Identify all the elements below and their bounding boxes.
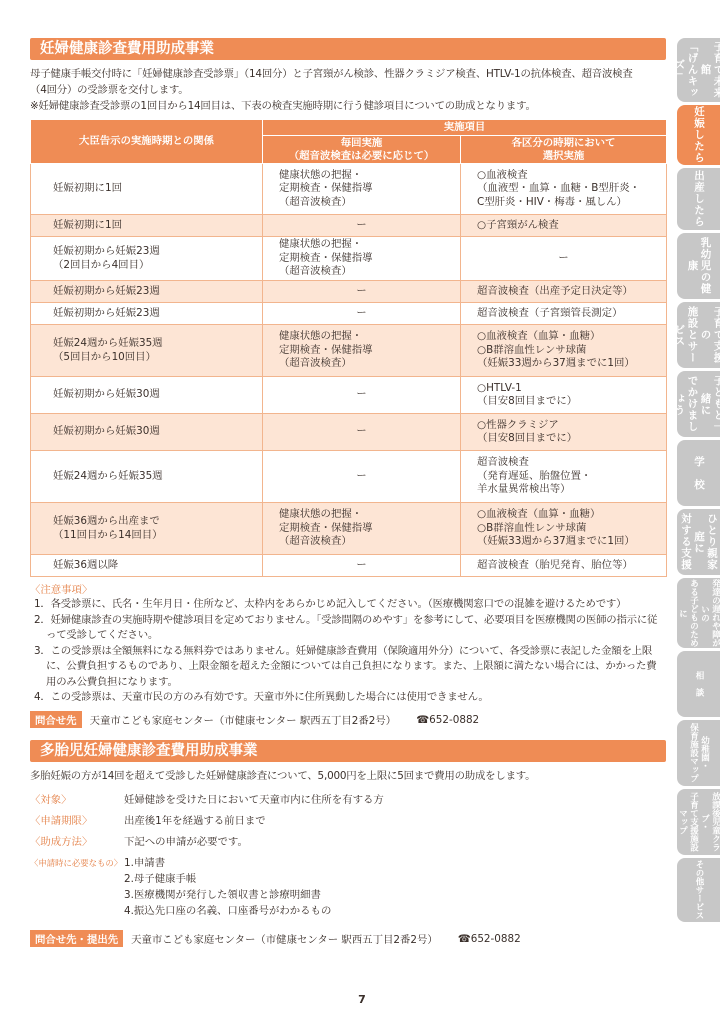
table-row [31, 555, 667, 577]
intro-line-3: ※妊婦健康診査受診票の1回目から14回目は、下表の検査実施時期に行う健診項目についての助成となります。 [30, 100, 536, 112]
period-cell: 妊娠初期に1回 [31, 215, 263, 237]
col-header-select: 各区分の時期において 選択実施 [461, 136, 667, 164]
section2-intro: 多胎妊娠の方が14回を超えて受診した妊婦健康診査について、5,000円を上限に5回まで費用の助成をします。 [30, 769, 536, 782]
needs-list [124, 855, 331, 919]
selective-cell: ○HTLV-1 （目安8回目までに） [461, 377, 667, 414]
chapter-tab-label: 子どもと一緒に でかけましょう [673, 375, 724, 433]
intro-line-1: 母子健康手帳交付時に「妊婦健康診査受診票」（14回分）と子宮頸がん検診、性器クラミジア検査、HTLV-1の抗体検査、超音波検査 [30, 68, 633, 80]
col-header-period: 大臣告示の実施時期との関係 [31, 120, 263, 164]
period-cell: 妊娠初期に1回 [31, 164, 263, 215]
intro-line-2: （4回分）の受診票を交付します。 [30, 84, 189, 96]
chapter-tab[interactable] [677, 105, 720, 165]
chapter-tab[interactable] [677, 720, 720, 786]
every-visit-cell: 健康状態の把握・ 定期検査・保健指導 （超音波検査） [263, 325, 461, 377]
chapter-tab-label: その他サービス [694, 860, 704, 920]
selective-cell: 超音波検査（胎児発育、胎位等） [461, 555, 667, 577]
period-cell: 妊娠初期から妊娠30週 [31, 414, 263, 451]
needs-row [30, 855, 666, 919]
note-item: 2．妊婦健康診査の実施時期や健診項目を定めておりません。「受診間隔のめやす」を参考にして、必要項目を医療機関の医師の指示に従って受診してください。 [34, 613, 658, 641]
chapter-tab[interactable] [677, 440, 720, 506]
contact-phone[interactable]: ☎652-0882 [416, 713, 480, 726]
every-visit-cell: ー [263, 451, 461, 503]
deadline-value: 出産後1年を経過する前日まで [124, 814, 266, 827]
table-row [31, 503, 667, 555]
chapter-tab-label: 乳幼児の健康 [686, 237, 712, 295]
needs-item: 1.申請書 [124, 856, 166, 869]
chapter-tab-label: 学 校 [693, 455, 705, 491]
chapter-tab-label: 子育て支援の 施設とサービス [673, 306, 724, 364]
chapter-tab[interactable] [673, 302, 724, 368]
every-visit-cell: ー [263, 377, 461, 414]
selective-cell: ○血液検査 （血液型・血算・血糖・B型肝炎・ C型肝炎・HIV・梅毒・風しん） [461, 164, 667, 215]
needs-item: 4.振込先口座の名義、口座番号がわかるもの [124, 904, 332, 917]
chapter-tab-label: 発達の遅れや障がいの ある子どものために [677, 579, 721, 647]
table-row [31, 215, 667, 237]
table-row [31, 325, 667, 377]
page-number: 7 [358, 993, 366, 1006]
period-cell: 妊娠36週以降 [31, 555, 263, 577]
table-row [31, 377, 667, 414]
target-row [30, 792, 666, 808]
chapter-tab[interactable] [673, 371, 724, 437]
col-header-every: 毎回実施 （超音波検査は必要に応じて） [263, 136, 461, 164]
chapter-tab[interactable] [673, 38, 724, 102]
period-cell: 妊娠24週から妊娠35週 [31, 451, 263, 503]
chapter-tab[interactable] [677, 858, 720, 922]
note-item: 1．各受診票に、氏名・生年月日・住所など、太枠内をあらかじめ記入してください。（医療機関窓口での混雑を避けるためです） [34, 598, 627, 610]
chapter-tab[interactable] [677, 578, 720, 648]
table-row [31, 281, 667, 303]
every-visit-cell: ー [263, 555, 461, 577]
every-visit-cell: 健康状態の把握・ 定期検査・保健指導 （超音波検査） [263, 237, 461, 281]
table-row [31, 451, 667, 503]
chapter-tab[interactable] [677, 789, 720, 855]
chapter-tab-label: 妊娠したら [693, 106, 705, 164]
period-cell: 妊娠初期から妊娠23週 （2回目から4回目） [31, 237, 263, 281]
note-item: 4．この受診票は、天童市民の方のみ有効です。天童市外に住所異動した場合には使用できません。 [34, 691, 489, 703]
selective-cell: 超音波検査（子宮頸管長測定） [461, 303, 667, 325]
period-cell: 妊娠初期から妊娠23週 [31, 281, 263, 303]
selective-cell: 超音波検査（出産予定日決定等） [461, 281, 667, 303]
period-cell: 妊娠24週から妊娠35週 （5回目から10回目） [31, 325, 263, 377]
chapter-tab[interactable] [677, 233, 720, 299]
needs-item: 3.医療機関が発行した領収書と診療明細書 [124, 888, 321, 901]
main-content [30, 38, 666, 947]
every-visit-cell: ー [263, 215, 461, 237]
contact-submit-org: 天童市こども家庭センター（市健康センター 駅西五丁目2番2号） [131, 934, 438, 946]
col-header-group: 実施項目 [263, 120, 667, 136]
selective-cell: ○血液検査（血算・血糖） ○B群溶血性レンサ球菌 （妊娠33週から37週までに1回） [461, 325, 667, 377]
chapter-tab-label: 放課後児童クラブ・ 子育て支援施設マップ [677, 792, 721, 852]
chapter-tabs [673, 38, 724, 925]
contact-submit-phone[interactable]: ☎652-0882 [457, 932, 521, 945]
section-title-prenatal-checkup: 妊婦健康診査費用助成事業 [30, 38, 666, 60]
period-cell: 妊娠初期から妊娠23週 [31, 303, 263, 325]
method-row [30, 834, 666, 850]
every-visit-cell: 健康状態の把握・ 定期検査・保健指導 （超音波検査） [263, 164, 461, 215]
chapter-tab-label: ひとり親家庭に 対する支援 [680, 513, 718, 571]
target-value: 妊婦健診を受けた日において天童市内に住所を有する方 [124, 793, 384, 806]
table-row [31, 414, 667, 451]
every-visit-cell: ー [263, 414, 461, 451]
notes-title: 〈注意事項〉 [30, 584, 93, 596]
every-visit-cell: 健康状態の把握・ 定期検査・保健指導 （超音波検査） [263, 503, 461, 555]
target-label: 〈対象〉 [30, 793, 72, 806]
table-row [31, 303, 667, 325]
deadline-row [30, 813, 666, 829]
period-cell: 妊娠36週から出産まで （11回目から14回目） [31, 503, 263, 555]
selective-cell: ○性器クラミジア （目安8回目までに） [461, 414, 667, 451]
chapter-tab-label: 出産したら [693, 170, 705, 228]
chapter-tab[interactable] [677, 168, 720, 230]
every-visit-cell: ー [263, 303, 461, 325]
notes-list [30, 597, 666, 706]
exam-schedule-table [30, 119, 667, 577]
section-title-multiple-pregnancy: 多胎児妊婦健康診査費用助成事業 [30, 740, 666, 762]
selective-cell: ○子宮頸がん検査 [461, 215, 667, 237]
contact-submit-info [30, 931, 666, 947]
needs-label: 〈申請時に必要なもの〉 [30, 857, 123, 868]
chapter-tab-label: 子育て未来館 「げんキッズ」 [673, 41, 724, 99]
every-visit-cell: ー [263, 281, 461, 303]
note-item: 3．この受診票は全額無料になる無料券ではありません。妊婦健康診査費用（保険適用外分）について、各受診票に表記した金額を上限に、公費負担するものであり、上限金額を超えた金額については自己負担になります。また、上限額に満たない場合には、かかった費用のみ公費負担になります。 [34, 644, 657, 688]
method-value: 下記への申請が必要です。 [124, 835, 248, 848]
contact-submit-tag: 問合せ先・提出先 [30, 930, 123, 947]
needs-item: 2.母子健康手帳 [124, 872, 197, 885]
method-label: 〈助成方法〉 [30, 835, 93, 848]
chapter-tab[interactable] [677, 509, 720, 575]
section-intro [30, 66, 666, 114]
table-row [31, 164, 667, 215]
chapter-tab-label: 相 談 [694, 671, 704, 697]
selective-cell: 超音波検査 （発育遅延、胎盤位置・ 羊水量異常検出等） [461, 451, 667, 503]
deadline-label: 〈申請期限〉 [30, 814, 93, 827]
contact-info [30, 712, 666, 728]
period-cell: 妊娠初期から妊娠30週 [31, 377, 263, 414]
contact-tag: 問合せ先 [30, 711, 82, 728]
table-row [31, 237, 667, 281]
chapter-tab-label: 幼稚園・ 保育施設マップ [688, 723, 710, 783]
contact-org: 天童市こども家庭センター（市健康センター 駅西五丁目2番2号） [89, 715, 397, 727]
selective-cell: ー [461, 237, 667, 281]
selective-cell: ○血液検査（血算・血糖） ○B群溶血性レンサ球菌 （妊娠33週から37週までに1回） [461, 503, 667, 555]
chapter-tab[interactable] [677, 651, 720, 717]
